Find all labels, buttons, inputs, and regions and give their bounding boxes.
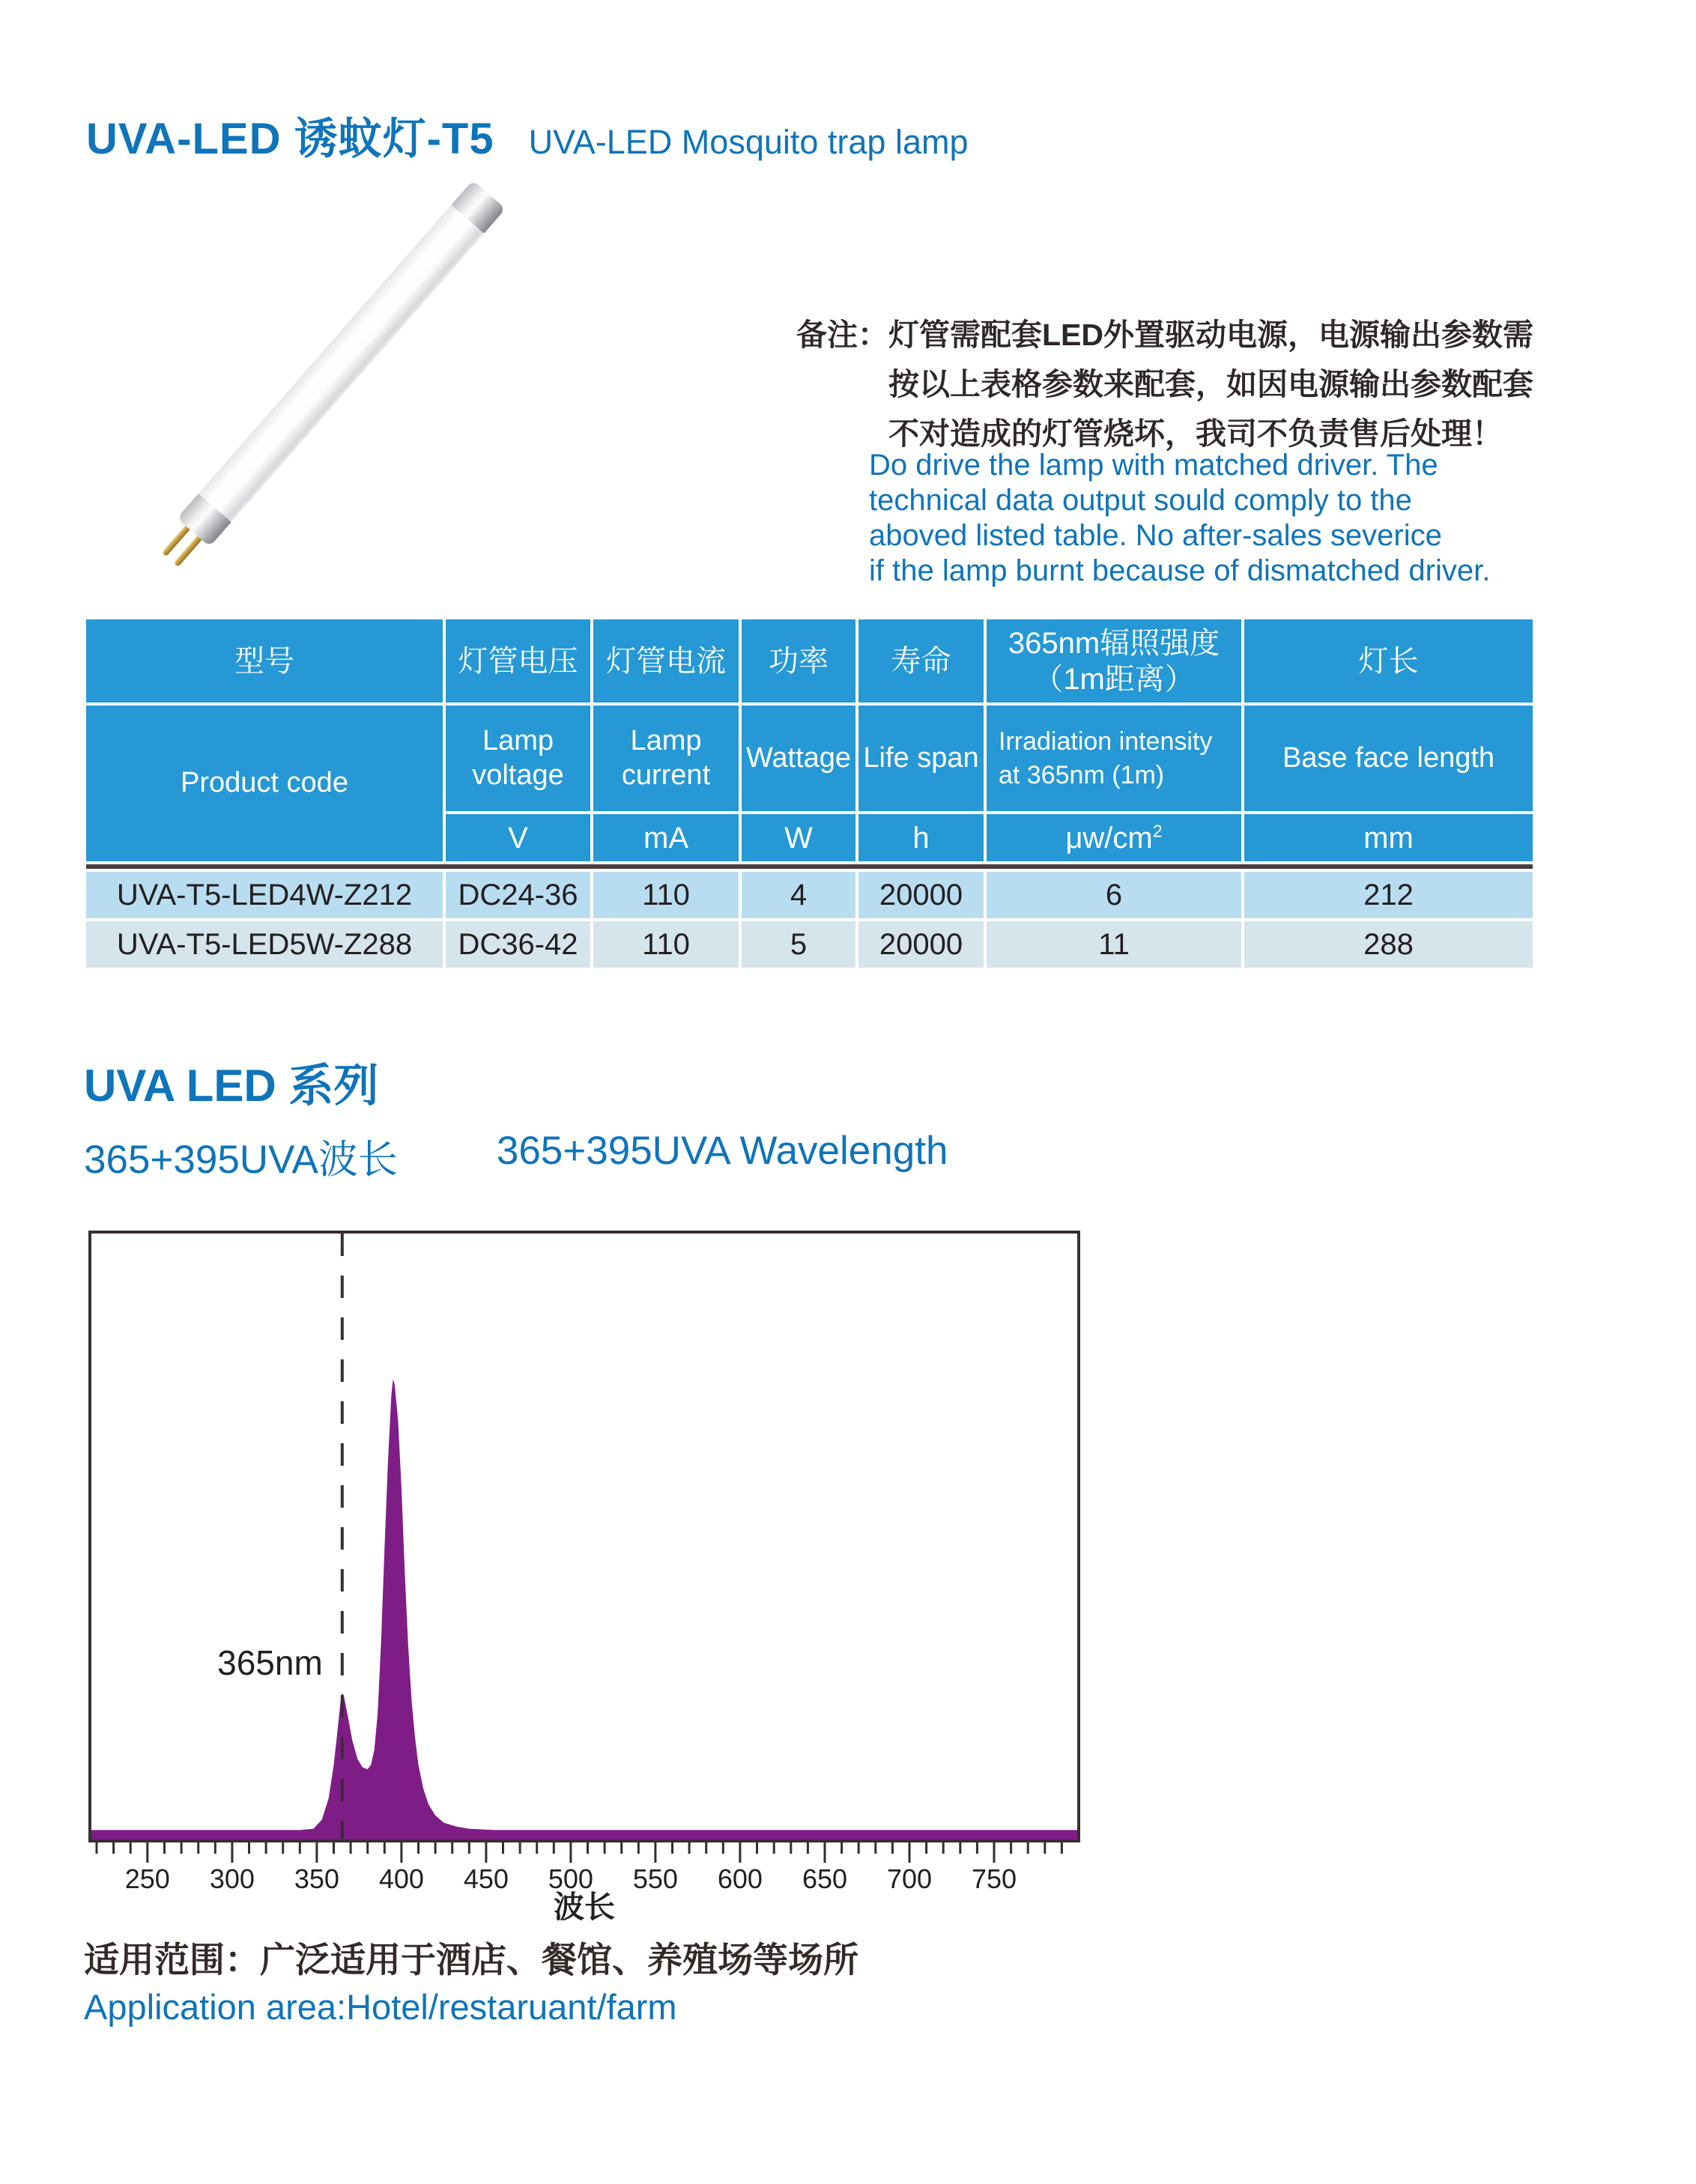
header-voltage-cn: 灯管电压 [446, 619, 590, 703]
note-line: aboved listed table. No after-sales severice [869, 519, 1442, 552]
unit-irradiation [987, 814, 1241, 861]
header-power-en: Wattage [742, 706, 855, 811]
header-irradiation-cn [987, 619, 1241, 703]
header-irradiation-en-line2: at 365nm (1m) [999, 760, 1165, 789]
note-label: 备注： [796, 318, 888, 352]
svg-text:350: 350 [294, 1863, 339, 1894]
svg-text:450: 450 [463, 1863, 509, 1894]
table-divider-line [86, 864, 1533, 869]
unit-voltage: V [446, 814, 590, 861]
page-title-en: UVA-LED Mosquito trap lamp [528, 123, 969, 161]
table-cell-irradiation: 11 [987, 921, 1241, 968]
svg-text:400: 400 [378, 1863, 424, 1894]
application-area-en: Application area:Hotel/restaruant/farm [84, 1987, 677, 2027]
note-chinese-body [888, 310, 1533, 458]
table-cell-length: 212 [1244, 872, 1533, 918]
table-cell-power: 4 [742, 872, 855, 918]
table-cell-irradiation: 6 [987, 872, 1241, 918]
table-cell-voltage: DC24-36 [446, 872, 590, 918]
header-life-cn: 寿命 [858, 619, 984, 703]
table-cell-code: UVA-T5-LED4W-Z212 [86, 872, 443, 918]
header-voltage-en: Lamp voltage [446, 706, 590, 811]
header-model-en: Product code [86, 706, 443, 861]
header-model-cn: 型号 [86, 619, 443, 703]
note-line: if the lamp burnt because of dismatched driver. [869, 554, 1491, 587]
spectrum-area [90, 1380, 1079, 1841]
note-line: 不对造成的灯管烧坏，我司不负责售后处理！ [888, 416, 1503, 451]
note-chinese [796, 310, 1533, 458]
svg-text:550: 550 [632, 1863, 678, 1894]
table-cell-life: 20000 [858, 921, 984, 968]
page-title [86, 103, 968, 166]
lamp-product-image [112, 172, 824, 592]
header-power-cn: 功率 [742, 619, 855, 703]
note-line: technical data output sould comply to the [869, 484, 1412, 517]
series-subheading-en: 365+395UVA Wavelength [496, 1129, 948, 1173]
table-cell-current: 110 [593, 921, 739, 968]
header-irradiation-cn-line1: 365nm辐照强度 [1008, 626, 1220, 660]
table-cell-voltage: DC36-42 [446, 921, 590, 968]
table-cell-current: 110 [593, 872, 739, 918]
svg-text:600: 600 [717, 1863, 763, 1894]
note-line: Do drive the lamp with matched driver. The [869, 449, 1438, 482]
table-cell-power: 5 [742, 921, 855, 968]
svg-text:500: 500 [548, 1863, 593, 1894]
svg-text:250: 250 [124, 1863, 170, 1894]
series-subheading [84, 1128, 948, 1185]
x-axis-label: 波长 [554, 1890, 615, 1924]
unit-current: mA [593, 814, 739, 861]
spectrum-chart-svg [75, 1219, 1124, 1931]
header-irradiation-cn-line2: （1m距离） [1033, 662, 1195, 696]
header-current-en: Lamp current [593, 706, 739, 811]
series-subheading-cn: 365+395UVA波长 [84, 1138, 398, 1182]
peak-annotation: 365nm [217, 1643, 323, 1682]
svg-text:700: 700 [886, 1863, 933, 1894]
header-irradiation-en-line1: Irradiation intensity [999, 727, 1213, 756]
page-title-cn: UVA-LED 诱蚊灯-T5 [86, 115, 494, 163]
note-english [869, 448, 1490, 589]
application-area-cn: 适用范围：广泛适用于酒店、餐馆、养殖场等场所 [84, 1940, 858, 1980]
table-cell-length: 288 [1244, 921, 1533, 968]
unit-life: h [858, 814, 984, 861]
svg-text:750: 750 [971, 1863, 1017, 1894]
header-length-en: Base face length [1244, 706, 1533, 811]
svg-text:300: 300 [209, 1863, 255, 1894]
plot-border [90, 1232, 1079, 1841]
note-line: 按以上表格参数来配套，如因电源输出参数配套 [888, 367, 1533, 401]
series-heading: UVA LED 系列 [84, 1061, 379, 1111]
lamp-tube-body [199, 205, 484, 522]
table-cell-life: 20000 [858, 872, 984, 918]
spec-table [86, 619, 1533, 968]
header-life-en: Life span [858, 706, 984, 811]
lamp-tube [177, 180, 506, 547]
header-length-cn: 灯长 [1244, 619, 1533, 703]
note-line: 灯管需配套LED外置驱动电源，电源输出参数需 [888, 318, 1533, 352]
header-current-cn: 灯管电流 [593, 619, 739, 703]
spectrum-chart [75, 1219, 1124, 1931]
header-irradiation-en [987, 706, 1241, 811]
unit-power: W [742, 814, 855, 861]
unit-irradiation-text: $\mu w/cm^2$ [1065, 821, 1163, 855]
unit-length: mm [1244, 814, 1533, 861]
table-cell-code: UVA-T5-LED5W-Z288 [86, 921, 443, 968]
x-axis-ticks [97, 1842, 1061, 1863]
svg-text:650: 650 [802, 1863, 848, 1894]
